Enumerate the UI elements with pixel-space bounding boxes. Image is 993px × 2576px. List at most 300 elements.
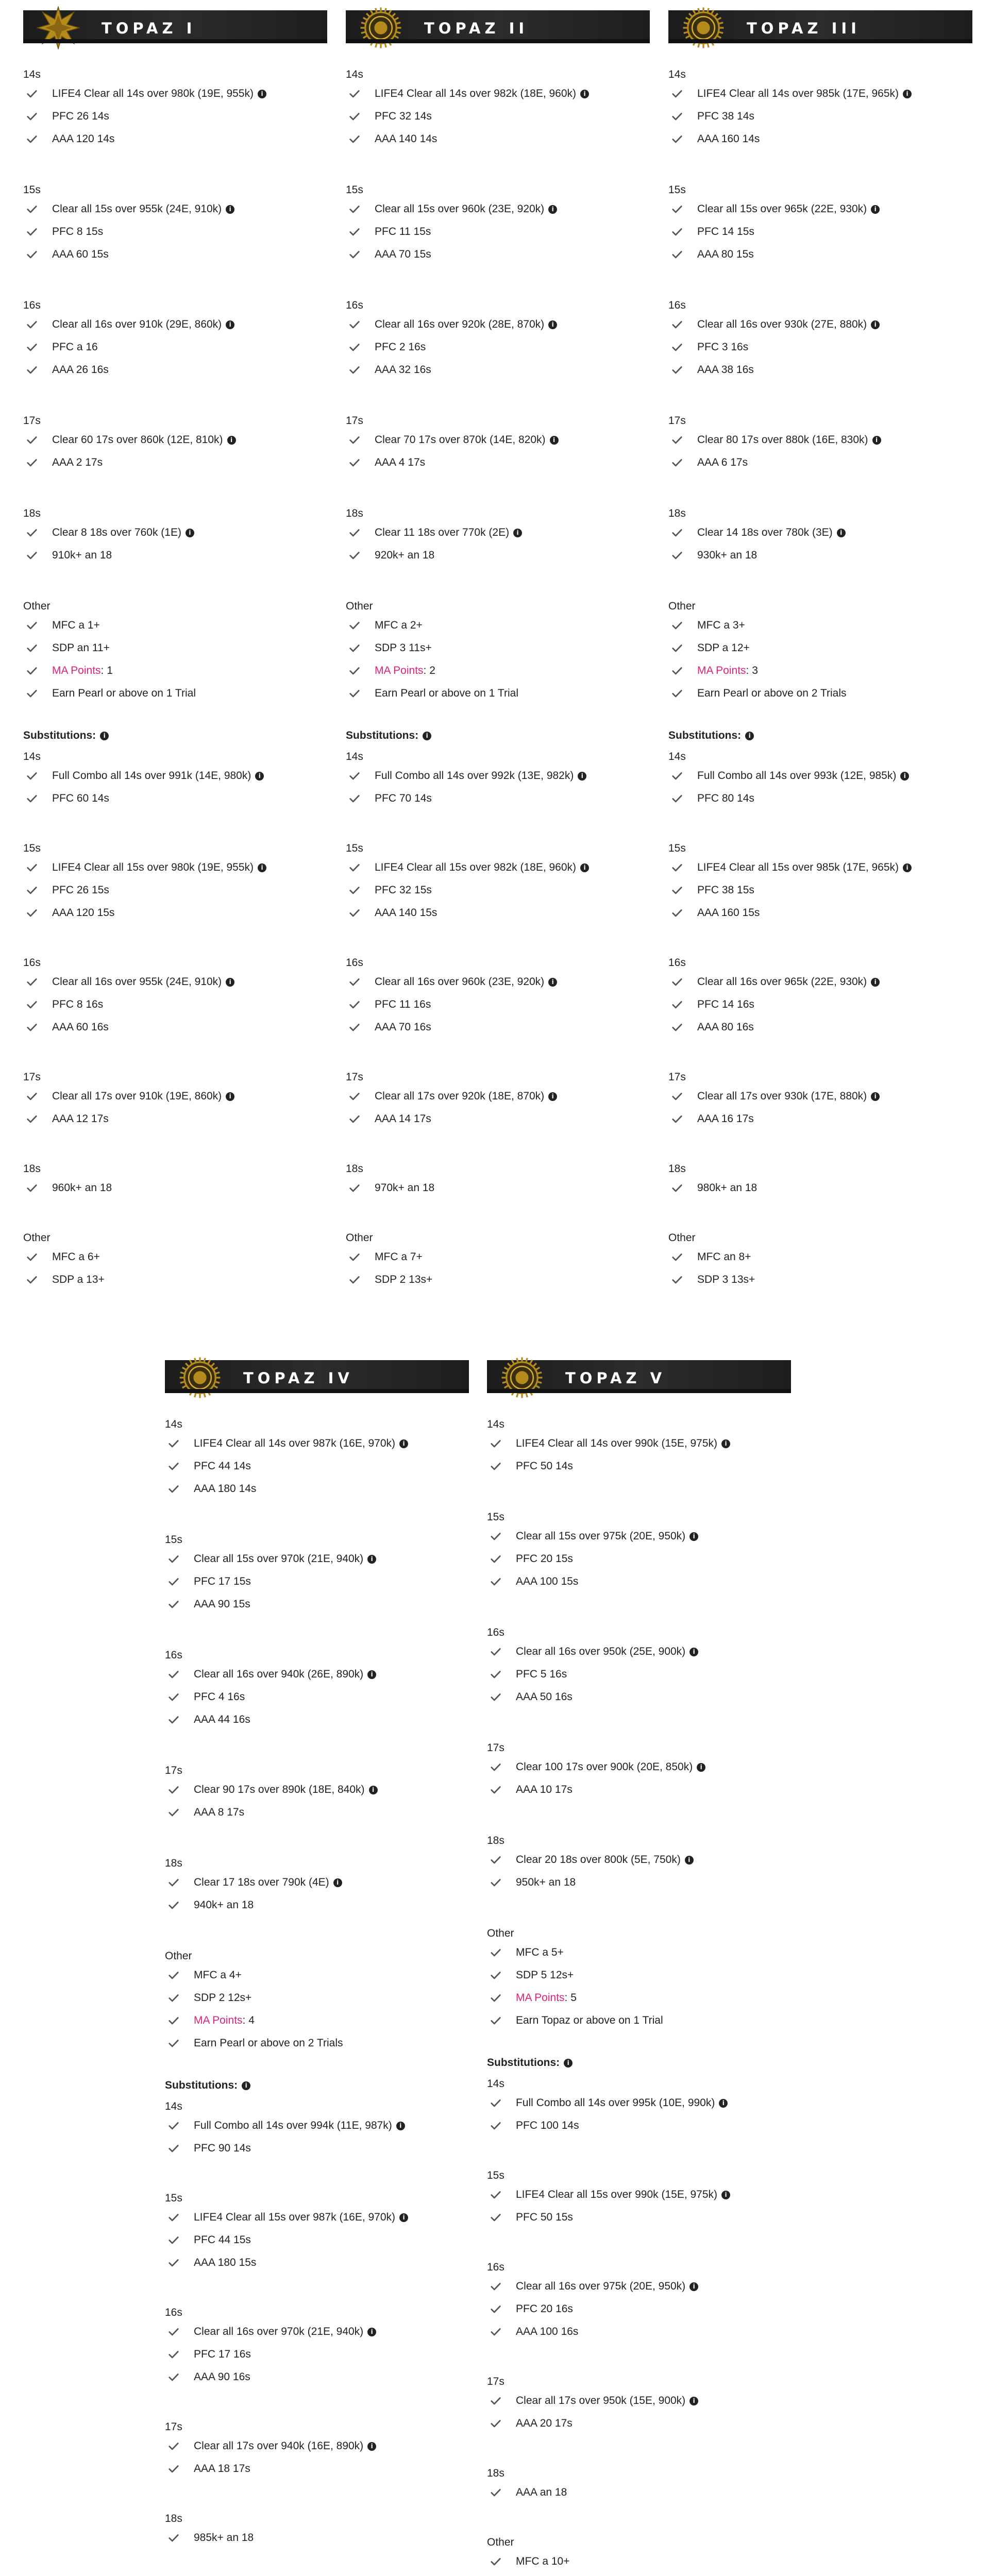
section-17s [668,1070,972,1130]
info-icon[interactable]: i [399,1439,408,1448]
info-icon[interactable]: i [548,978,557,987]
info-icon[interactable]: i [367,1555,376,1564]
requirement-item [668,765,972,787]
requirement-item [23,1268,327,1291]
info-icon[interactable]: i [871,978,880,987]
check-icon [349,457,360,468]
requirement-text: PFC 38 15s [697,884,754,896]
requirement-text: AAA 6 17s [697,456,748,468]
requirement-text: 970k+ an 18 [375,1182,435,1194]
requirement-text: PFC 2 16s [375,341,426,353]
requirement-text: PFC 32 14s [375,110,432,122]
check-icon [168,1784,179,1795]
requirement-item [165,1987,469,2009]
section-label: 17s [346,415,363,427]
requirement-item [668,313,972,336]
requirement-item [165,1570,469,1593]
requirement-item [165,2458,469,2480]
requirement-text: SDP 3 13s+ [697,1274,755,1285]
requirement-item [346,993,650,1016]
requirement-item [165,2137,469,2160]
check-icon [671,550,683,561]
check-icon [168,1461,179,1472]
section-14s [23,749,327,810]
check-icon [671,688,683,699]
check-icon [349,1022,360,1033]
info-icon[interactable]: i [697,1763,705,1772]
check-icon [671,907,683,919]
requirement-text: MFC an 8+ [697,1251,751,1263]
check-icon [26,319,38,330]
section-label: 14s [165,2100,182,2112]
ma-points-link[interactable]: MA Points [375,665,424,676]
check-icon [671,1182,683,1194]
ma-points: MA Points: 1 [52,665,113,676]
check-icon [349,976,360,988]
ma-points-link[interactable]: MA Points [516,1992,565,2004]
check-icon [490,1877,501,1888]
check-icon [671,793,683,804]
requirement-item [346,1268,650,1291]
check-icon [490,1669,501,1680]
substitutions-label: Substitutions: [346,730,419,741]
requirement-text: AAA 18 17s [194,2463,250,2475]
info-icon[interactable]: i [186,529,194,537]
info-icon[interactable]: i [721,2191,730,2199]
requirement-text: PFC 80 14s [697,792,754,804]
requirement-item [346,243,650,266]
rank-card-topaz-1 [23,10,327,1322]
section-16s [346,298,650,381]
ma-points: MA Points: 3 [697,665,758,676]
section-label: 14s [487,2078,504,2090]
section-label: 18s [487,1835,504,1846]
check-icon [26,793,38,804]
section-15s [23,182,327,266]
requirement-text: PFC 17 15s [194,1575,251,1587]
info-icon[interactable]: i [689,2397,698,2405]
requirement-item [23,856,327,879]
check-icon [349,793,360,804]
requirement-item [23,902,327,924]
check-icon [26,642,38,654]
check-icon [168,1438,179,1449]
check-icon [168,2234,179,2246]
requirement-item [23,313,327,336]
requirement-text: PFC 5 16s [516,1668,567,1680]
requirement-item [165,1801,469,1824]
check-icon [168,1970,179,1981]
requirement-item [346,105,650,128]
requirement-item [165,1871,469,1894]
check-icon [490,1854,501,1866]
requirement-text: Clear all 16s over 940k (26E, 890k) [194,1668,364,1680]
requirement-item [487,2550,791,2573]
check-icon [671,527,683,538]
info-icon[interactable]: i [548,320,557,329]
requirement-text: AAA 2 17s [52,456,103,468]
check-icon [26,550,38,561]
requirement-text: Full Combo all 14s over 994k (11E, 987k) [194,2120,392,2131]
section-16s [165,1648,469,1731]
info-icon[interactable]: i [226,205,234,214]
requirement-item [165,1708,469,1731]
check-icon [168,2532,179,2544]
section-other [165,1948,469,2055]
section-14s [23,67,327,150]
requirement-item [346,544,650,567]
section-other [487,2535,791,2576]
requirement-item [346,879,650,902]
info-icon[interactable]: i [548,1092,557,1101]
section-15s [487,1510,791,1593]
info-icon[interactable]: i [719,2099,728,2108]
info-icon[interactable]: i [226,1092,234,1101]
requirement-text: Clear all 17s over 920k (18E, 870k) [375,1090,545,1102]
info-icon[interactable]: i [871,320,880,329]
rank-title: TOPAZ II [424,20,529,37]
section-label: 16s [23,299,41,311]
ma-points-value: 3 [752,665,758,676]
requirement-text: LIFE4 Clear all 15s over 985k (17E, 965k) [697,861,899,873]
check-icon [490,2326,501,2337]
requirement-text: AAA 120 14s [52,133,115,145]
check-icon [168,1900,179,1911]
section-17s [487,1740,791,1801]
section-label: 18s [668,507,686,519]
requirement-item [165,2435,469,2458]
requirement-item [487,1941,791,1964]
requirement-text: SDP 2 13s+ [375,1274,433,1285]
ma-points-value: 4 [248,2014,255,2026]
requirement-item [487,1640,791,1663]
info-icon[interactable]: i [872,436,881,445]
requirement-text: AAA 20 17s [516,2417,573,2429]
section-15s [487,2168,791,2229]
requirement-item [346,313,650,336]
check-icon [349,204,360,215]
requirement-text: PFC 50 15s [516,2211,573,2223]
section-label: 14s [346,69,363,80]
info-icon[interactable]: i [721,1439,730,1448]
requirement-item [487,2481,791,2504]
requirement-text: LIFE4 Clear all 14s over 985k (17E, 965k) [697,88,899,99]
requirement-item [668,659,972,682]
section-14s [165,1417,469,1500]
requirement-text: LIFE4 Clear all 15s over 990k (15E, 975k) [516,2189,718,2200]
requirement-text: LIFE4 Clear all 15s over 982k (18E, 960k) [375,861,577,873]
check-icon [349,1113,360,1125]
requirement-item [165,1455,469,1478]
info-icon[interactable]: i [423,732,431,740]
info-icon[interactable]: i [903,863,912,872]
section-label: Other [23,600,51,612]
requirement-item [346,971,650,993]
check-icon [168,2326,179,2337]
check-icon [168,1807,179,1818]
requirement-text: Clear all 16s over 955k (24E, 910k) [52,976,222,988]
section-label: 16s [165,2307,182,2318]
section-18s [668,1161,972,1199]
info-icon[interactable]: i [745,732,754,740]
requirement-item [487,1663,791,1686]
requirement-item [23,105,327,128]
requirement-item [346,221,650,243]
check-icon [671,999,683,1010]
info-icon[interactable]: i [685,1856,694,1865]
check-icon [168,1714,179,1725]
info-icon[interactable]: i [689,1532,698,1541]
ma-points-value: 1 [107,665,113,676]
requirement-item [165,2229,469,2251]
requirement-item [487,2206,791,2229]
requirement-item [487,1778,791,1801]
check-icon [168,2371,179,2383]
section-label: 18s [487,2467,504,2479]
info-icon[interactable]: i [564,2059,573,2067]
requirement-item [165,1663,469,1686]
requirement-item [23,879,327,902]
info-icon[interactable]: i [513,529,522,537]
info-icon[interactable]: i [255,772,264,781]
requirement-item [23,1016,327,1039]
rank-card-topaz-4 [165,1360,469,2576]
requirement-text: AAA 160 15s [697,907,760,919]
info-icon[interactable]: i [903,90,912,98]
requirement-text: PFC 4 16s [194,1691,245,1703]
info-icon[interactable]: i [689,1648,698,1656]
requirement-item [487,2009,791,2032]
requirement-item [346,128,650,150]
requirement-item [165,1778,469,1801]
requirement-text: LIFE4 Clear all 15s over 987k (16E, 970k) [194,2211,396,2223]
requirement-item [165,2206,469,2229]
info-icon[interactable]: i [226,978,234,987]
requirement-item [346,359,650,381]
ma-points-link[interactable]: MA Points [194,2014,243,2026]
check-icon [349,527,360,538]
info-icon[interactable]: i [871,205,880,214]
section-16s [487,1625,791,1708]
check-icon [671,249,683,260]
requirement-item [23,682,327,705]
requirement-item [165,1478,469,1500]
info-icon[interactable]: i [242,2081,250,2090]
section-16s [668,298,972,381]
check-icon [490,1691,501,1703]
check-icon [349,665,360,676]
section-14s [487,2076,791,2137]
check-icon [168,2143,179,2154]
requirement-item [668,544,972,567]
requirement-item [668,902,972,924]
section-14s [346,67,650,150]
info-icon[interactable]: i [871,1092,880,1101]
info-icon[interactable]: i [226,320,234,329]
info-icon[interactable]: i [258,90,266,98]
medallion-emblem-icon [178,1356,222,1399]
requirement-text: Full Combo all 14s over 992k (13E, 982k) [375,770,574,782]
check-icon [490,2281,501,2292]
requirement-text: Clear all 16s over 970k (21E, 940k) [194,2326,364,2337]
requirement-item [668,787,972,810]
section-label: 17s [487,2376,504,2387]
check-icon [671,204,683,215]
info-icon[interactable]: i [258,863,266,872]
section-18s [23,1161,327,1199]
info-icon[interactable]: i [367,2328,376,2336]
requirement-item [487,1987,791,2009]
requirement-text: 980k+ an 18 [697,1182,758,1194]
check-icon [490,2487,501,2498]
rank-title: TOPAZ I [102,20,196,37]
requirement-item [23,637,327,659]
requirement-item [23,787,327,810]
ma-points-link[interactable]: MA Points [52,665,101,676]
requirement-text: AAA 32 16s [375,364,431,376]
info-icon[interactable]: i [227,436,236,445]
info-icon[interactable]: i [689,2282,698,2291]
info-icon[interactable]: i [367,2442,376,2451]
requirement-item [23,198,327,221]
requirement-text: Clear 100 17s over 900k (20E, 850k) [516,1761,693,1773]
info-icon[interactable]: i [396,2122,405,2130]
requirement-text: AAA 14 17s [375,1113,431,1125]
info-icon[interactable]: i [578,772,586,781]
requirement-text: AAA 26 16s [52,364,109,376]
info-icon[interactable]: i [580,90,589,98]
requirement-text: PFC 26 14s [52,110,109,122]
section-18s [165,1856,469,1917]
requirement-item [23,221,327,243]
check-icon [490,2303,501,2315]
requirement-text: PFC 26 15s [52,884,109,896]
section-label: 15s [23,184,41,196]
requirements-list [23,43,327,1291]
check-icon [349,133,360,145]
requirement-text: 940k+ an 18 [194,1899,254,1911]
requirement-text: 910k+ an 18 [52,549,112,561]
section-16s [668,955,972,1039]
ma-points-link[interactable]: MA Points [697,665,746,676]
requirement-text: PFC 8 15s [52,226,104,238]
section-18s [668,506,972,567]
section-17s [346,1070,650,1130]
info-icon[interactable]: i [399,2213,408,2222]
medallion-emblem-icon [359,6,402,49]
section-label: 18s [346,1163,363,1175]
requirement-item [668,198,972,221]
requirement-item [487,2114,791,2137]
requirement-text: AAA 100 16s [516,2326,579,2337]
info-icon[interactable]: i [837,529,846,537]
requirements-list [346,43,650,1291]
info-icon[interactable]: i [550,436,559,445]
requirement-item [668,359,972,381]
check-icon [168,2038,179,2049]
info-icon[interactable]: i [580,863,589,872]
requirement-item [668,336,972,359]
medallion-emblem-icon [682,6,725,49]
requirement-text: PFC 50 14s [516,1460,573,1472]
requirement-text: MFC a 5+ [516,1946,564,1958]
requirement-text: AAA 80 16s [697,1021,754,1033]
section-label: Other [668,1232,696,1244]
requirement-text: MFC a 4+ [194,1969,242,1981]
requirement-text: 930k+ an 18 [697,549,758,561]
info-icon[interactable]: i [369,1786,378,1794]
check-icon [671,642,683,654]
star-emblem-icon [37,6,80,49]
check-icon [490,2015,501,2026]
info-icon[interactable]: i [367,1670,376,1679]
check-icon [490,1784,501,1795]
requirement-item [487,1525,791,1548]
check-icon [671,133,683,145]
check-icon [490,2212,501,2223]
check-icon [490,2395,501,2406]
check-icon [26,1091,38,1102]
check-icon [168,1576,179,1587]
check-icon [26,133,38,145]
section-label: Other [346,1232,373,1244]
check-icon [349,342,360,353]
requirement-text: AAA 16 17s [697,1113,754,1125]
requirement-item [165,2009,469,2032]
info-icon[interactable]: i [100,732,109,740]
requirement-text: AAA 180 14s [194,1483,257,1495]
check-icon [26,620,38,631]
requirement-text: Clear 8 18s over 760k (1E) [52,527,181,538]
info-icon[interactable]: i [333,1878,342,1887]
substitutions-heading [487,2053,791,2073]
section-label: 14s [346,751,363,762]
section-label: 18s [668,1163,686,1175]
requirement-item [23,1108,327,1130]
requirement-item [487,1849,791,1871]
section-18s [346,506,650,567]
section-label: 14s [487,1418,504,1430]
requirement-item [165,2343,469,2366]
check-icon [349,1274,360,1285]
check-icon [349,770,360,782]
requirement-item [23,1246,327,1268]
requirement-item [346,82,650,105]
info-icon[interactable]: i [900,772,909,781]
requirement-item [23,1177,327,1199]
rank-title: TOPAZ III [747,20,861,37]
section-label: 17s [487,1742,504,1754]
requirement-text: PFC 60 14s [52,792,109,804]
check-icon [26,976,38,988]
requirement-item [23,659,327,682]
info-icon[interactable]: i [548,205,557,214]
rank-banner [487,1360,791,1393]
requirement-item [23,128,327,150]
check-icon [490,1531,501,1542]
section-label: 14s [23,751,41,762]
section-18s [165,2511,469,2549]
check-icon [671,665,683,676]
section-label: 15s [487,1511,504,1523]
check-icon [26,527,38,538]
section-label: 16s [668,299,686,311]
requirement-text: Full Combo all 14s over 993k (12E, 985k) [697,770,897,782]
section-other [23,599,327,705]
check-icon [671,885,683,896]
substitutions-heading [668,725,972,746]
substitutions-label: Substitutions: [487,2057,560,2069]
